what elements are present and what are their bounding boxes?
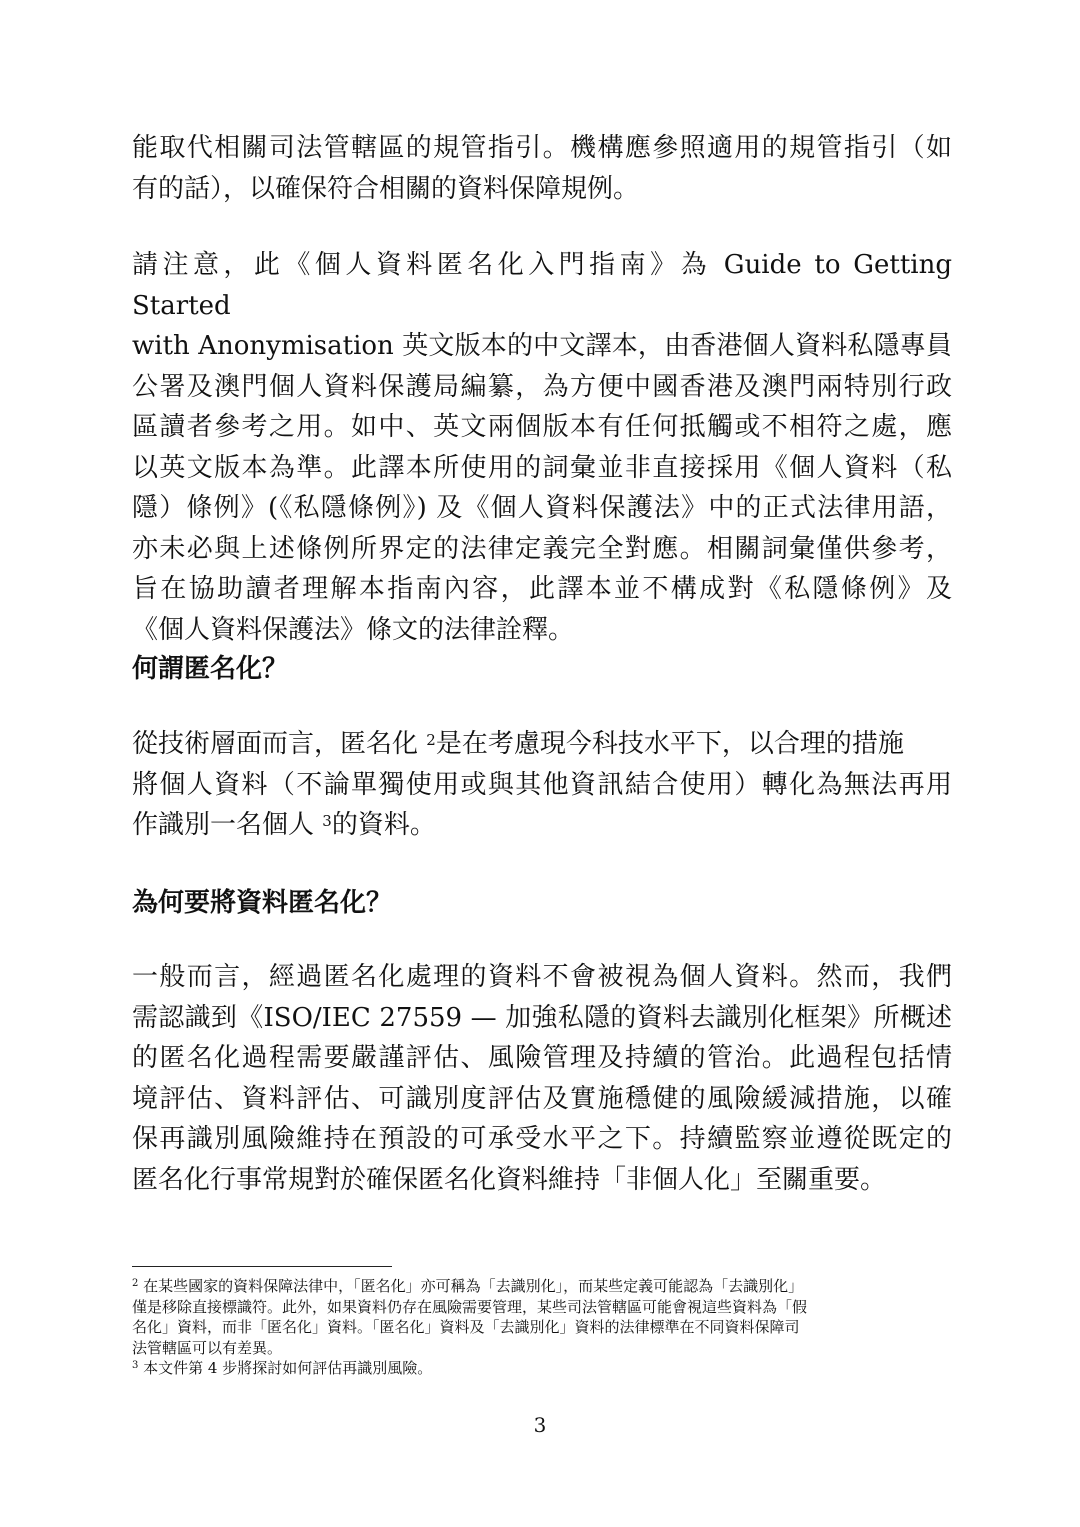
- text-line: 的匿名化過程需要嚴謹評估、風險管理及持續的管治。此過程包括情: [132, 1043, 952, 1073]
- paragraph-translation-notice: [132, 245, 952, 650]
- footnote-text: 在某些國家的資料保障法律中，「匿名化」亦可稱為「去識別化」，而某些定義可能認為「去識別化」: [138, 1277, 804, 1295]
- text-line: 一般而言，經過匿名化處理的資料不會被視為個人資料。然而，我們: [132, 962, 952, 992]
- footnote-text: 名化」資料，而非「匿名化」資料。「匿名化」資料及「去識別化」資料的法律標準在不同資料保障司: [132, 1318, 800, 1336]
- footnote-mark-3: 3: [132, 1360, 139, 1371]
- paragraph-intro-continuation: [132, 128, 952, 209]
- text-line: 保再識別風險維持在預設的可承受水平之下。持續監察並遵從既定的: [132, 1124, 952, 1154]
- text-line: [132, 724, 952, 765]
- footnote-divider: [132, 1266, 392, 1267]
- text-line: 境評估、資料評估、可識別度評估及實施穩健的風險緩減措施，以確: [132, 1083, 952, 1114]
- footnote-ref-3[interactable]: 3: [322, 812, 332, 830]
- text-fragment: 從技術層面而言，匿名化: [132, 729, 427, 759]
- text-fragment: 的資料。: [331, 810, 436, 840]
- text-line: 需認識到《ISO/IEC 27559 — 加強私隱的資料去識別化框架》所概述: [132, 1002, 952, 1033]
- footnote-2: [132, 1276, 962, 1297]
- text-line: 有的話），以確保符合相關的資料保障規例。: [132, 173, 640, 204]
- section-heading-what-is-anonymisation: 何謂匿名化？: [132, 654, 289, 684]
- text-line: 隱）條例》(《私隱條例》) 及《個人資料保護法》中的正式法律用語，: [132, 493, 952, 523]
- footnote-ref-2[interactable]: 2: [426, 731, 436, 749]
- footnote-mark-2: 2: [132, 1278, 139, 1289]
- footnote-text: 僅是移除直接標識符。此外，如果資料仍存在風險需要管理，某些司法管轄區可能會視這些資料為「假: [132, 1297, 808, 1316]
- text-line: 能取代相關司法管轄區的規管指引。機構應參照適用的規管指引（如: [132, 133, 952, 163]
- paragraph-why-anonymise: [132, 957, 952, 1200]
- text-line: 公署及澳門個人資料保護局編纂，為方便中國香港及澳門兩特別行政: [132, 371, 952, 402]
- text-line: with Anonymisation 英文版本的中文譯本，由香港個人資料私隱專員: [132, 331, 952, 361]
- text-fragment: 是在考慮現今科技水平下，以合理的措施: [435, 729, 904, 759]
- footnote-3: [132, 1358, 962, 1379]
- footnote-text: 本文件第 4 步將探討如何評估再識別風險。: [138, 1359, 433, 1377]
- footnotes: [132, 1276, 962, 1379]
- text-line: [132, 805, 952, 846]
- footnote-text: 法管轄區可以有差異。: [132, 1338, 283, 1357]
- text-line: 《個人資料保護法》條文的法律詮釋。: [132, 614, 575, 645]
- text-line: 匿名化行事常規對於確保匿名化資料維持「非個人化」至關重要。: [132, 1164, 887, 1195]
- section-heading-why-anonymise: 為何要將資料匿名化？: [132, 888, 393, 918]
- text-line: 請注意，此《個人資料匿名化入門指南》為 Guide to Getting Started: [132, 250, 952, 321]
- paragraph-anonymisation-definition: [132, 724, 952, 846]
- text-line: 將個人資料（不論單獨使用或與其他資訊結合使用）轉化為無法再用: [132, 769, 952, 800]
- text-fragment: 作識別一名個人: [132, 810, 323, 840]
- text-line: 旨在協助讀者理解本指南內容，此譯本並不構成對《私隱條例》及: [132, 574, 952, 604]
- text-line: 區讀者參考之用。如中、英文兩個版本有任何抵觸或不相符之處，應: [132, 412, 952, 442]
- text-line: 以英文版本為準。此譯本所使用的詞彙並非直接採用《個人資料（私: [132, 452, 952, 483]
- page-number: 3: [533, 1413, 547, 1437]
- text-line: 亦未必與上述條例所界定的法律定義完全對應。相關詞彙僅供參考，: [132, 533, 952, 564]
